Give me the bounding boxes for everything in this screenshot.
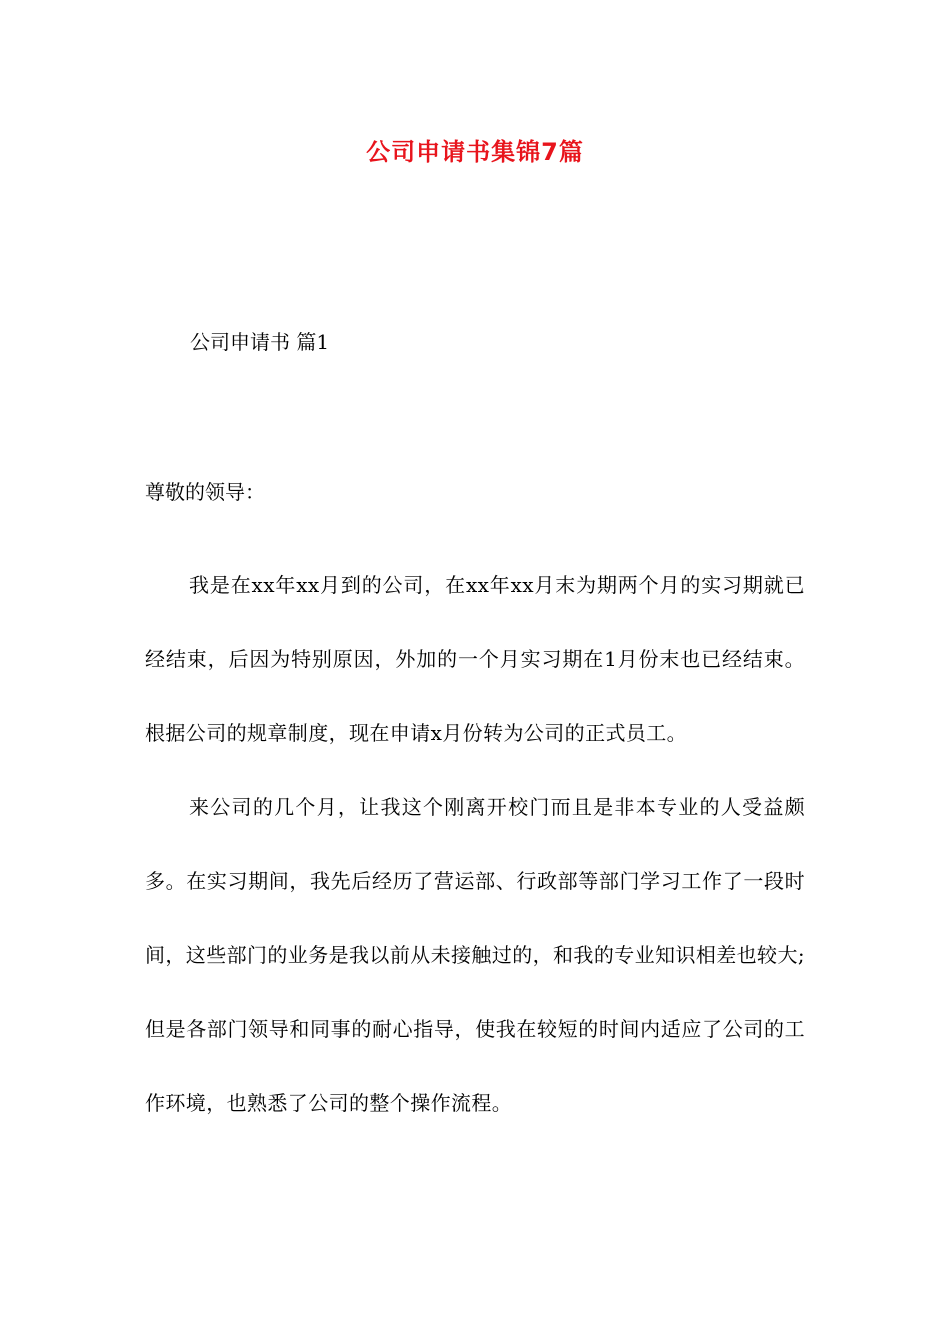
paragraph: 来公司的几个月，让我这个刚离开校门而且是非本专业的人受益颇多。在实习期间，我先后经历了营运部、行政部等部门学习工作了一段时间，这些部门的业务是我以前从未接触过的，和我的专业知识相差也较大;但是各部门领导和同事的耐心指导，使我在较短的时间内适应了公司的工作环境，也熟悉了公司的整个操作流程。: [145, 795, 805, 1115]
document-title: 公司申请书集锦7篇: [366, 138, 584, 166]
paragraph: 我是在xx年xx月到的公司，在xx年xx月末为期两个月的实习期就已经结束，后因为特别原因，外加的一个月实习期在1月份末也已经结束。根据公司的规章制度，现在申请x月份转为公司的正式员工。: [145, 573, 805, 745]
section-heading: 公司申请书 篇1: [190, 330, 330, 354]
salutation: 尊敬的领导：: [145, 480, 265, 504]
body-text: [145, 548, 805, 1140]
